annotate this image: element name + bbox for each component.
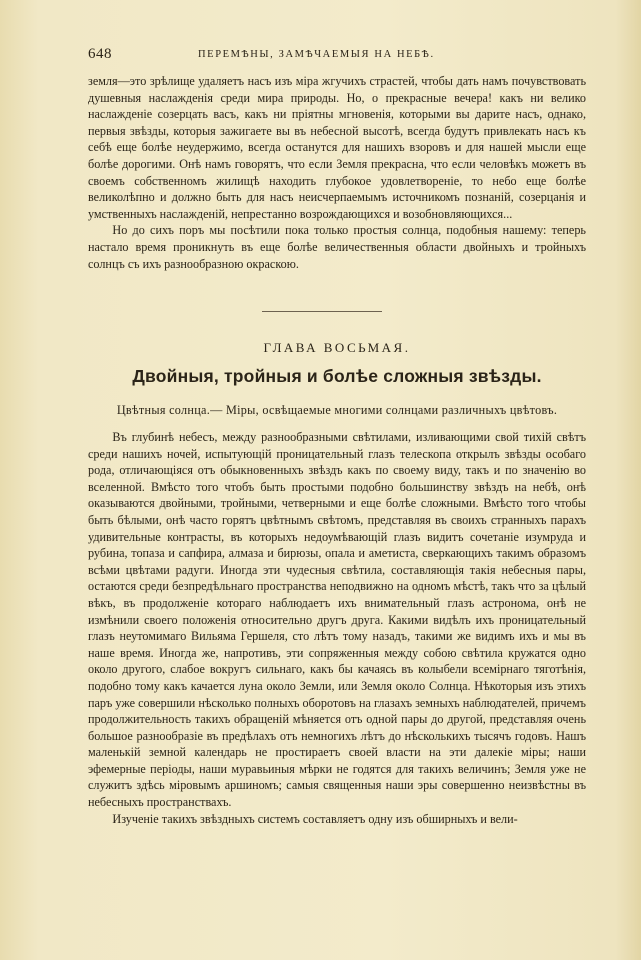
paragraph: Изученіе такихъ звѣздныхъ системъ составляетъ одну изъ обширныхъ и вели- (112, 811, 518, 826)
page-number: 648 (88, 46, 112, 62)
page-header (88, 46, 586, 66)
paragraph: Въ глубинѣ небесъ, между разнообразными свѣтилами, изливающими свой тихій свѣтъ среди нашихъ ночей, испытующій проницательный глазъ телескопа открылъ звѣзды особаго рода, отличающіяся отъ обыкновенныхъ звѣздъ какъ по своему виду, такъ и по значенію во вселенной. Вмѣсто того чтобъ быть простыми подобно большинству звѣздъ на небѣ, онѣ оказываются двойными, тройными, четверными и еще болѣе сложными. Вмѣсто того чтобы быть бѣлыми, онѣ часто горятъ цвѣтнымъ свѣтомъ, представляя въ своихъ странныхъ парахъ удивительные контрасты, въ которыхъ недоумѣвающій глазъ видитъ сочетаніе изумруда и рубина, топаза и сапфира, алмаза и бирюзы, опала и аметиста, сверкающихъ такимъ образомъ всѣми цвѣтами радуги. Иногда эти чудесныя свѣтила, составляющія такія небесныя пары, остаются среди безпредѣльнаго пространства неподвижно на одномъ мѣстѣ, такъ что за цѣлый вѣкъ, въ продолженіе котораго наблюдаетъ ихъ внимательный глазъ астронома, онѣ не измѣнили своего положенія относительно другъ друга. Какими видѣлъ ихъ проницательный глазъ неутомимаго Вильяма Гершеля, сто лѣтъ тому назадъ, такими же видимъ ихъ и мы въ наше время. Иногда же, напротивъ, эти сопряженныя между собою свѣтила кружатся одно около другого, слабое вокругъ сильнаго, какъ бы качаясь въ колыбели всемірнаго тяготѣнія, подобно тому какъ качается луна около Земли, или Земля около Солнца. Нѣкоторыя изъ этихъ паръ уже совершили нѣсколько полныхъ оборотовъ на глазахъ земныхъ наблюдателей, причемъ продолжительность такихъ обращеній мѣняется отъ одной пары до другой, представляя очень большое разнообразіе въ предѣлахъ отъ немногихъ лѣтъ до нѣсколькихъ тысячъ годовъ. Нашъ маленькій земной календарь не простираетъ своей власти на эти далекіе міры; наши эфемерные періоды, наши муравьиныя мѣрки не годятся для такихъ величинъ; Земля уже не служитъ здѣсь міровымъ аршиномъ; самыя священныя наши эры совершенно неизвѣстны въ небесныхъ пространствахъ. (88, 430, 586, 810)
chapter-summary: Цвѣтныя солнца.— Міры, освѣщаемые многими солнцами различныхъ цвѣтовъ. (116, 403, 558, 417)
section-divider (262, 311, 382, 312)
paragraph: Но до сихъ поръ мы посѣтили пока только простыя солнца, подобныя нашему: теперь настало время проникнуть въ еще болѣе величественныя области двойныхъ и тройныхъ солнцъ съ ихъ разнообразною окраскою. (88, 223, 586, 271)
paragraph: земля—это зрѣлище удаляетъ насъ изъ міра жгучихъ страстей, чтобы дать намъ почувствовать душевныя наслажденія среди мира природы. Но, о прекрасные вечера! какъ ни велико наслажденіе созерцать васъ, какъ ни пріятны мгновенія, которыми вы дарите насъ, однако, первыя звѣзды, которыя зажигаете вы въ небесной высотѣ, всегда будутъ привлекать насъ къ себѣ еще болѣе неудержимо, всегда останутся для нашихъ взоровъ и для нашей мысли еще болѣе дорогими. Онѣ намъ говорятъ, что если Земля прекрасна, что если человѣкъ можетъ въ своемъ собственномъ жилищѣ находить глубокое удовлетвореніе, то небо еще болѣе великолѣпно и должно быть для насъ неисчерпаемымъ источникомъ познаній, созерцанія и умственныхъ наслажденій, непрестанно возрождающихся и возобновляющихся... (88, 74, 586, 221)
running-head: ПЕРЕМѢНЫ, ЗАМѢЧАЕМЫЯ НА НЕБѢ. (198, 49, 435, 60)
text-block-bottom (88, 429, 586, 827)
chapter-title: Двойныя, тройныя и болѣе сложныя звѣзды. (132, 366, 542, 386)
chapter-label: ГЛАВА ВОСЬМАЯ. (263, 340, 411, 355)
text-block-top (88, 73, 586, 272)
